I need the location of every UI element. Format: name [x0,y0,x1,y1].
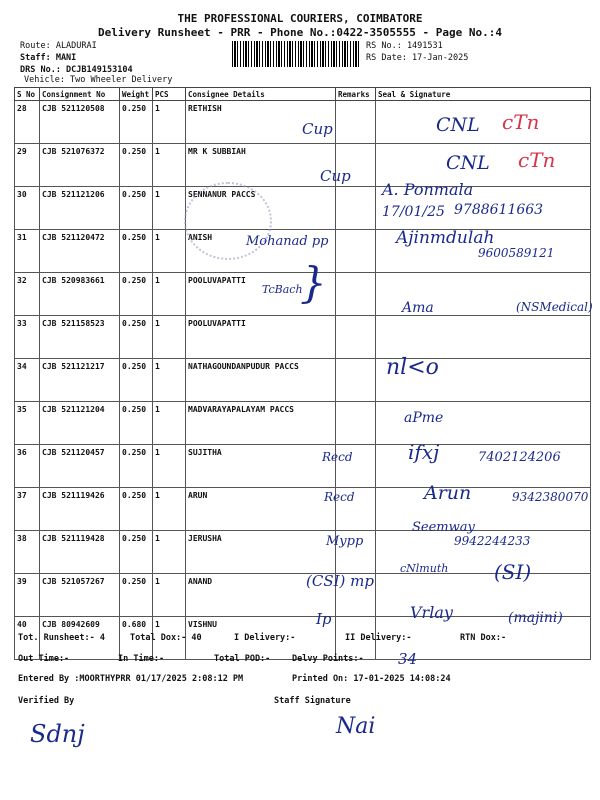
cell-remarks [336,402,376,445]
table-header-row [15,88,591,101]
cell-consignment-no: CJB 521120457 [40,445,120,488]
cell-sno: 29 [15,144,40,187]
cell-consignee: POOLUVAPATTI [186,316,336,359]
rtn-dox: RTN Dox:- [460,633,507,643]
in-time: In Time:- [118,654,165,664]
staff-signature-label: Staff Signature [274,696,351,706]
handwritten-remark: Cup [320,167,351,185]
cell-sno: 31 [15,230,40,273]
verified-by: Verified By [18,696,75,706]
i-delivery: I Delivery:- [234,633,296,643]
drs-number: DRS No.: DCJB149153104 [20,65,133,75]
cell-seal-signature [376,101,591,144]
cell-pcs: 1 [153,402,186,445]
vehicle-label: Vehicle: Two Wheeler Delivery [24,75,173,85]
cell-weight: 0.250 [120,445,153,488]
handwritten-phone: 9942244233 [454,534,531,548]
cell-weight: 0.250 [120,144,153,187]
handwritten-remark: Recd [324,490,355,504]
cell-pcs: 1 [153,187,186,230]
handwritten-signature: Vrlay [410,603,453,622]
cell-consignee: VISHNU [186,617,336,660]
cell-remarks [336,273,376,316]
rs-date: RS Date: 17-Jan-2025 [366,53,469,63]
route-label: Route: ALADURAI [20,41,97,51]
col-seal-signature: Seal & Signature [376,88,591,101]
cell-consignee: NATHAGOUNDANPUDUR PACCS [186,359,336,402]
table-row [15,402,591,445]
cell-pcs: 1 [153,144,186,187]
cell-pcs: 1 [153,230,186,273]
cell-pcs: 1 [153,445,186,488]
cell-consignment-no: CJB 521076372 [40,144,120,187]
handwritten-remark: Mohanad pp [246,234,329,249]
table-row [15,316,591,359]
cell-consignment-no: CJB 521120472 [40,230,120,273]
company-title: THE PROFESSIONAL COURIERS, COIMBATORE [177,12,423,25]
cell-weight: 0.250 [120,273,153,316]
ii-delivery: II Delivery:- [345,633,412,643]
cell-weight: 0.250 [120,187,153,230]
handwritten-remark: Ip [316,610,332,628]
handwritten-remark: (CSI) mp [306,572,374,590]
cell-pcs: 1 [153,488,186,531]
entered-by: Entered By :MOORTHYPRR 01/17/2025 2:08:12 PM [18,674,244,684]
cell-consignee: RETHISH [186,101,336,144]
cell-weight: 0.250 [120,488,153,531]
handwritten-phone: 9342380070 [512,490,589,504]
table-row [15,144,591,187]
cell-weight: 0.250 [120,101,153,144]
cell-sno: 38 [15,531,40,574]
col-consignee: Consignee Details [186,88,336,101]
out-time: Out Time:- [18,654,70,664]
handwritten-date: 17/01/25 [382,204,445,220]
handwritten-signature: Ajinmdulah [396,228,495,248]
delvy-points: Delvy Points:- [292,654,364,664]
cell-consignment-no: CJB 521121217 [40,359,120,402]
handwritten-phone: 9788611663 [454,202,544,218]
cell-consignment-no: CJB 521057267 [40,574,120,617]
col-pcs: PCS [153,88,186,101]
col-remarks: Remarks [336,88,376,101]
handwritten-delvy-points: 34 [398,650,418,668]
cell-sno: 30 [15,187,40,230]
cell-consignee: ARUN [186,488,336,531]
cell-pcs: 1 [153,101,186,144]
cell-remarks [336,187,376,230]
handwritten-bracket: } [300,258,327,307]
cell-consignee: SUJITHA [186,445,336,488]
cell-sno: 39 [15,574,40,617]
cell-sno: 35 [15,402,40,445]
handwritten-signature: nl<o [386,355,439,380]
cell-seal-signature [376,316,591,359]
handwritten-remark: Recd [322,450,353,464]
cell-pcs: 1 [153,273,186,316]
handwritten-signature: Seemway [412,520,475,535]
handwritten-signature: cNlmuth [400,562,449,575]
cell-consignment-no: CJB 521120508 [40,101,120,144]
cell-pcs: 1 [153,617,186,660]
cell-sno: 37 [15,488,40,531]
cell-consignment-no: CJB 521119428 [40,531,120,574]
cell-consignment-no: CJB 521158523 [40,316,120,359]
cell-consignee: SENNANUR PACCS [186,187,336,230]
cell-consignment-no: CJB 521121204 [40,402,120,445]
handwritten-organization: (majini) [508,610,563,626]
col-consignment: Consignment No [40,88,120,101]
cell-sno: 40 [15,617,40,660]
printed-on: Printed On: 17-01-2025 14:08:24 [292,674,451,684]
cell-consignment-no: CJB 520983661 [40,273,120,316]
cell-pcs: 1 [153,574,186,617]
handwritten-mark: cTn [502,110,540,134]
runsheet-subtitle: Delivery Runsheet - PRR - Phone No.:0422-3505555 - Page No.:4 [98,26,502,39]
cell-weight: 0.250 [120,402,153,445]
staff-label: Staff: MANI [20,53,77,63]
cell-remarks [336,316,376,359]
handwritten-phone: 9600589121 [478,246,555,260]
handwritten-signature: aPme [404,410,444,426]
cell-pcs: 1 [153,531,186,574]
cell-consignment-no: CJB 521121206 [40,187,120,230]
col-weight: Weight [120,88,153,101]
cell-consignee: JERUSHA [186,531,336,574]
col-sno: S No [15,88,40,101]
tot-runsheet: Tot. Runsheet:- 4 [18,633,105,643]
cell-sno: 36 [15,445,40,488]
cell-consignee: MADVARAYAPALAYAM PACCS [186,402,336,445]
cell-consignee: ANISH [186,230,336,273]
handwritten-phone: 7402124206 [478,450,561,465]
handwritten-signature: A. Ponmala [382,180,474,199]
table-row [15,359,591,402]
handwritten-mark: cTn [518,148,556,172]
cell-sno: 32 [15,273,40,316]
cell-remarks [336,230,376,273]
table-row [15,488,591,531]
rs-number: RS No.: 1491531 [366,41,443,51]
total-dox: Total Dox:- 40 [130,633,202,643]
handwritten-remark: Mypp [326,534,364,549]
total-pod: Total POD:- [214,654,271,664]
barcode-image [232,41,360,67]
cell-weight: 0.250 [120,359,153,402]
cell-sno: 34 [15,359,40,402]
cell-consignee: MR K SUBBIAH [186,144,336,187]
handwritten-remark: TcBach [262,283,303,296]
handwritten-signature: Arun [424,482,472,504]
handwritten-signature: CNL [436,114,480,136]
handwritten-signature: CNL [446,152,490,174]
cell-weight: 0.680 [120,617,153,660]
handwritten-signature: ifxj [408,440,440,464]
handwritten-remark: Cup [302,120,333,138]
cell-sno: 28 [15,101,40,144]
handwritten-organization: (NSMedical) [516,300,593,314]
cell-remarks [336,359,376,402]
staff-signature: Nai [336,714,376,739]
cell-pcs: 1 [153,359,186,402]
cell-consignee: POOLUVAPATTI [186,273,336,316]
cell-consignment-no: CJB 80942609 [40,617,120,660]
cell-pcs: 1 [153,316,186,359]
cell-consignment-no: CJB 521119426 [40,488,120,531]
cell-sno: 33 [15,316,40,359]
cell-weight: 0.250 [120,574,153,617]
cell-weight: 0.250 [120,230,153,273]
cell-remarks [336,101,376,144]
handwritten-signature: Ama [402,300,434,316]
cell-weight: 0.250 [120,531,153,574]
cell-weight: 0.250 [120,316,153,359]
verifier-signature: Sdnj [30,720,85,748]
cell-consignee: ANAND [186,574,336,617]
handwritten-stamp: (SI) [494,560,532,584]
